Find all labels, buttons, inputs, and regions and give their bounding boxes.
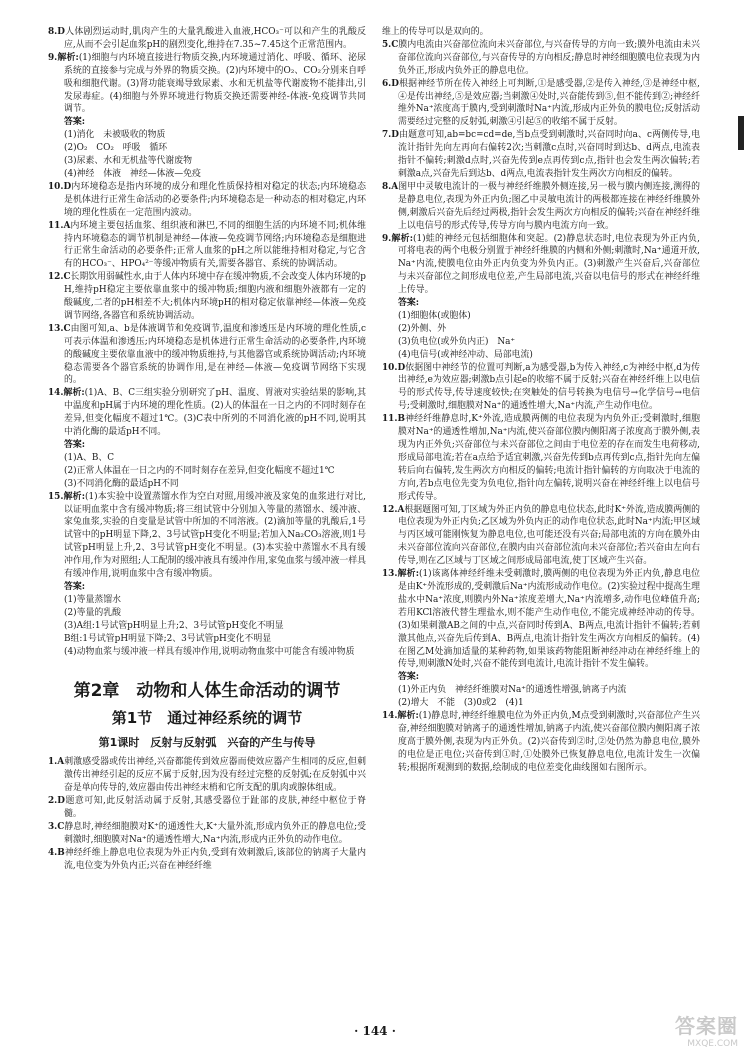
item-text: 题意可知,此反射活动属于反射,其感受器位于趾部的皮肤,神经中枢位于脊髓。 [64, 796, 366, 820]
item-text: 维上的传导可以是双向的。 [382, 27, 489, 37]
answer-line: (2)正常人体温在一日之内的不同时刻存在差异,但变化幅度不超过1℃ [64, 465, 335, 476]
answer-item [48, 271, 366, 323]
item-number: 15.解析: [48, 491, 85, 502]
item-number: 14.解析: [48, 388, 85, 399]
item-number: 14.解析: [382, 711, 419, 722]
item-text: 人体剧烈运动时,肌肉产生的大量乳酸进入血液,HCO₃⁻可以和产生的乳酸反应,从而不会引起血浆pH的剧烈变化,维持在7.35~7.45这个正常范围内。 [64, 27, 366, 50]
answer-label: 答案: [64, 117, 86, 128]
item-number: 6.D [382, 78, 399, 89]
item-number: 3.C [48, 821, 65, 832]
item-text: 长期饮用弱碱性水,由于人体内环境中存在缓冲物质,不会改变人体内环境的pH,维持pH稳定主要依靠血浆中的缓冲物质;细胞内液和细胞外液都有一定的酸碱度,二者的pH相差不大;机体内环境pH的相对稳定依靠神经—体液—免疫调节网络,各器官和系统协调活动。 [64, 272, 366, 321]
answer-line: (2)增大 不能 (3)0或2 (4)1 [398, 698, 524, 709]
item-text: 刺激感受器或传出神经,兴奋都能传到效应器而使效应器产生相同的反应,但刺激传出神经引起的反应不属于反射,因为没有经过完整的反射弧;在反射弧中兴奋是单向传导的,效应器由传出神经末梢和它所支配的肌肉或腺体组成。 [64, 757, 366, 794]
margin-scan-mark [738, 116, 744, 150]
item-text: 内环境主要包括血浆、组织液和淋巴,不同的细胞生活的内环境不同;机体维持内环境稳态的调节机制是神经—体液—免疫调节网络;内环境稳态是细胞进行正常生命活动的必要条件;正常人血浆的pH之所以能维持相对稳定,与它含有的HCO₃⁻、HPO₄²⁻等缓冲物质有关,需要各器官、系统的协调活动。 [64, 220, 366, 270]
item-text: 由题意可知,ab=bc=cd=de,当b点受到刺激时,兴奋同时向a、c两侧传导,电流计指针先向左再向右偏转2次;当刺激c点时,兴奋同时到达b、d两点,电流表指针不偏转;刺激d点时,兴奋先传到e点再传到c点,指针也会发生两次偏转;若刺激a点,兴奋先后到达b、d两点,电流表指针发生两次方向相反的偏转。 [398, 130, 700, 179]
chapter-title: 第2章 动物和人体生命活动的调节 [73, 681, 341, 702]
right-column [382, 26, 700, 1016]
answer-line: B组:1号试管pH明显下降;2、3号试管pH变化不明显 [64, 633, 272, 644]
answer-item [382, 710, 700, 775]
answer-item [382, 78, 700, 130]
answer-item [382, 362, 700, 414]
answer-line: (3)尿素、水和无机盐等代谢废物 [64, 156, 192, 167]
answer-line: (2)等量的乳酸 [64, 607, 121, 618]
answer-line: (2)外侧、外 [398, 323, 447, 334]
item-text: 根据神经节所在传入神经上可判断,①是感受器,②是传入神经,③是神经中枢,④是传出神经,⑤是效应器;当刺激④处时,兴奋能传到⑤,但不能传到②;神经纤维外Na⁺浓度高于膜内,受到刺激时Na⁺内流,形成内正外负的膜电位;反射活动需要经过完整的反射弧,刺激④引起⑤的收缩不属于反射。 [398, 78, 700, 128]
answer-item [48, 387, 366, 439]
answer-line: (3)A组:1号试管pH明显上升;2、3号试管pH变化不明显 [64, 620, 284, 631]
answer-line: (1)A、B、C [64, 452, 115, 463]
answer-label: 答案: [64, 581, 86, 592]
watermark-title: 答案圈 [675, 1014, 738, 1038]
item-number: 13.C [48, 323, 71, 334]
answer-line: (2)O₂ CO₂ 呼吸 循环 [64, 143, 168, 154]
item-number: 8.A [382, 181, 399, 192]
lesson-title: 第1课时 反射与反射弧 兴奋的产生与传导 [98, 736, 316, 750]
answer-item [382, 568, 700, 671]
item-text: 膜内电流由兴奋部位流向未兴奋部位,与兴奋传导的方向一致;膜外电流由未兴奋部位流向兴奋部位,与兴奋传导的方向相反;静息时神经细胞膜电位表现为内负外正,形成内负外正的静息电位。 [398, 39, 700, 76]
item-number: 2.D [48, 796, 65, 807]
answer-item [48, 52, 366, 117]
item-number: 9.解析: [48, 52, 79, 63]
item-text: 神经纤维静息时,K⁺外流,造成膜两侧的电位表现为内负外正;受刺激时,细胞膜对Na⁺的通透性增加,Na⁺内流,使兴奋部位膜内侧阳离子浓度高于膜外侧,表现为内正外负;兴奋部位与未兴奋部位之间由于电位差的存在而发生电荷移动,形成局部电流;若在a点给予适宜刺激,兴奋先传到b点再传到c点,指针先向左偏转后向右偏转,发生两次方向相反的偏转;电流计指针偏转的方向取决于电流的方向,若b点电位先变为负电位,指针向左偏转,说明兴奋在神经纤维上以电信号形式传导。 [398, 414, 700, 502]
item-text: (1)细胞与内环境直接进行物质交换,内环境通过消化、呼吸、循环、泌尿系统的直接参与完成与外界的物质交换。(2)内环境中的O₂、CO₂分别来自呼吸和细胞代谢。(3)肾功能衰竭导致尿素、水和无机盐等代谢废物不能排出,引发尿毒症。(4)细胞与外界环境进行物质交换还需要神经-体液-免疫调节共同调节。 [64, 52, 366, 115]
answer-item [382, 413, 700, 503]
item-text: 根据题图可知,丁区域为外正内负的静息电位状态,此时K⁺外流,造成膜两侧的电位表现为外正内负;乙区域为外负内正的动作电位状态,此时Na⁺内流;甲区域与丙区域可能刚恢复为静息电位,也可能还没有兴奋;局部电流的方向在膜外由未兴奋部位流向兴奋部位,在膜内由兴奋部位流向未兴奋部位;若兴奋由左向右传导,则在乙区域与丁区域之间形成局部电流,使丁区域产生兴奋。 [398, 504, 700, 567]
answer-line: (1)消化 未被吸收的物质 [64, 130, 166, 141]
answer-line: (4)动物血浆与缓冲液一样具有缓冲作用,说明动物血浆中可能含有缓冲物质 [64, 646, 355, 657]
item-text: (1)静息时,神经纤维膜电位为外正内负,M点受到刺激时,兴奋部位产生兴奋,神经细胞膜对钠离子的通透性增加,钠离子内流,使兴奋部位膜内侧阳离子浓度高于膜外侧,表现为内正外负。(2)兴奋传到②时,②处仍然为静息电位,膜外的电位是正电位;兴奋传到①时,①处膜外已恢复静息电位,电流计发生一次偏转;根据所观测到的数据,绘制成的电位差变化曲线图如右图所示。 [398, 711, 700, 773]
item-number: 11.A [48, 220, 71, 231]
answer-item [48, 220, 366, 272]
answer-item [48, 181, 366, 220]
answer-line: (3)负电位(或外负内正) Na⁺ [398, 336, 516, 347]
answer-item [48, 323, 366, 388]
item-number: 12.C [48, 272, 71, 283]
answer-item [48, 26, 366, 52]
item-number: 5.C [382, 39, 399, 50]
answer-item [382, 233, 700, 298]
item-text: (1)本实验中设置蒸馏水作为空白对照,用缓冲液及家兔的血浆进行对比,以证明血浆中含有缓冲物质;将三组试管中分别加入等量的蒸馏水、缓冲液、家兔血浆,实验的自变量是试管中所加的不同溶液。(2)滴加等量的乳酸后,1号试管中的pH明显下降,2、3号试管pH变化不明显;若加入Na₂CO₃溶液,则1号试管pH明显上升,2、3号试管pH变化不明显。(3)本实验中蒸馏水不具有缓冲作用,作为对照组;人工配制的缓冲液具有缓冲作用,家兔血浆与缓冲液一样具有缓冲作用,说明血浆中含有缓冲物质。 [64, 491, 366, 580]
item-number: 13.解析: [382, 569, 419, 580]
item-number: 11.B [382, 414, 405, 425]
answer-line: (4)神经 体液 神经—体液—免疫 [64, 168, 201, 179]
item-text: 静息时,神经细胞膜对K⁺的通透性大,K⁺大量外流,形成内负外正的静息电位;受刺激时,细胞膜对Na⁺的通透性增大,Na⁺内流,形成内正外负的动作电位。 [64, 821, 366, 845]
item-number: 10.D [382, 362, 406, 373]
page-number: · 144 · [354, 1024, 396, 1038]
answer-item [48, 821, 366, 847]
watermark-logo [598, 1010, 738, 1056]
item-number: 4.B [48, 847, 65, 858]
item-text: (1)蛙的神经元包括细胞体和突起。(2)静息状态时,电位表现为外正内负,可将电表的两个电极分别置于神经纤维膜的内侧和外侧;刺激时,Na⁺通道开放,Na⁺内流,使膜电位由外正内负变为外负内正。(3)刺激产生兴奋后,兴奋部位与未兴奋部位之间形成电位差,产生局部电流,兴奋以电信号的形式在神经纤维上传导。 [398, 233, 700, 296]
item-text: 图甲中灵敏电流计的一极与神经纤维膜外侧连接,另一极与膜内侧连接,测得的是静息电位,表现为外正内负;图乙中灵敏电流计的两极都连接在神经纤维膜外侧,刺激后兴奋先后经过两极,指针会发生两次方向相反的偏转;兴奋在神经纤维上以电信号的形式传导,传导方向与膜内电流方向一致。 [398, 181, 700, 231]
item-text: 由图可知,a、b是体液调节和免疫调节,温度和渗透压是内环境的理化性质,c可表示体温和渗透压;内环境稳态是机体进行正常生命活动的必要条件,内环境的酸碱度主要依靠血液中的缓冲物质维持,与其他器官或系统协调活动;内环境稳态需要各个器官系统的协调作用,是在神经—体液—免疫调节网络下实现的。 [64, 323, 366, 386]
answer-item [48, 795, 366, 821]
left-column [48, 26, 366, 1016]
answer-label: 答案: [398, 672, 420, 683]
section-title: 第1节 通过神经系统的调节 [111, 709, 303, 728]
watermark-url: MXQE.COM [687, 1039, 738, 1049]
item-number: 10.D [48, 181, 72, 192]
item-text: 内环境稳态是指内环境的成分和理化性质保持相对稳定的状态;内环境稳态是机体进行正常生命活动的必要条件;内环境稳态是一种动态的相对稳定,内环境的理化性质在一定范围内波动。 [64, 181, 366, 218]
item-text: 依据图中神经节的位置可判断,a为感受器,b为传入神经,c为神经中枢,d为传出神经,e为效应器;刺激b点引起e的收缩不属于反射;兴奋在神经纤维上以电信号的形式传导,传导速度较快;在突触处的信号转换为电信号→化学信号→电信号;受刺激时,细胞膜对Na⁺的通透性增大,Na⁺内流,产生动作电位。 [398, 362, 700, 412]
answer-item [382, 504, 700, 569]
answer-item [48, 756, 366, 795]
answer-item [48, 491, 366, 581]
item-number: 8.D [48, 27, 65, 37]
answer-item [382, 181, 700, 233]
answer-line: (4)电信号(或神经冲动、局部电流) [398, 349, 533, 360]
answer-item [382, 26, 700, 39]
item-text: (1)该离体神经纤维未受刺激时,膜两侧的电位表现为外正内负,静息电位是由K⁺外流形成的,受刺激后Na⁺内流形成动作电位。(2)实验过程中提高生理盐水中Na⁺浓度,则膜内外Na⁺浓度差增大,Na⁺内流增多,动作电位峰值升高;若用KCl溶液代替生理盐水,则不能产生动作电位,不能完成神经冲动的传导。(3)如果刺激AB之间的中点,兴奋同时传到A、B两点,电流计指针不偏转;若刺激其他点,兴奋先后传到A、B两点,电流计指针发生两次方向相反的偏转。(4)在图乙M处滴加适量的某种药物,如果该药物能阻断神经冲动在神经纤维上的传导,则刺激N处时,兴奋不能传到电流计,电流计指针不发生偏转。 [398, 569, 700, 670]
item-text: (1)A、B、C三组实验分别研究了pH、温度、胃液对实验结果的影响,其中温度和pH属于内环境的理化性质。(2)人的体温在一日之内的不同时刻存在差异,但变化幅度不超过1℃。(3)C表中所列的不同消化液的pH不同,说明其中消化酶的最适pH不同。 [64, 388, 366, 438]
item-number: 1.A [48, 757, 65, 768]
answer-label: 答案: [64, 440, 86, 450]
answer-label: 答案: [398, 298, 420, 309]
item-number: 9.解析: [382, 233, 414, 244]
answer-line: (1)外正内负 神经纤维膜对Na⁺的通透性增强,钠离子内流 [398, 685, 627, 696]
answer-item [48, 847, 366, 873]
answer-item [382, 39, 700, 78]
answer-line: (1)等量蒸馏水 [64, 594, 121, 605]
item-number: 7.D [382, 130, 399, 141]
item-text: 神经纤维上静息电位表现为外正内负,受到有效刺激后,该部位的钠离子大量内流,电位变为外负内正;兴奋在神经纤维 [64, 847, 366, 871]
answer-item [382, 129, 700, 181]
item-number: 12.A [382, 504, 405, 515]
answer-line: (1)细胞体(或胞体) [398, 310, 471, 321]
answer-line: (3)不同消化酶的最适pH不同 [64, 478, 179, 489]
